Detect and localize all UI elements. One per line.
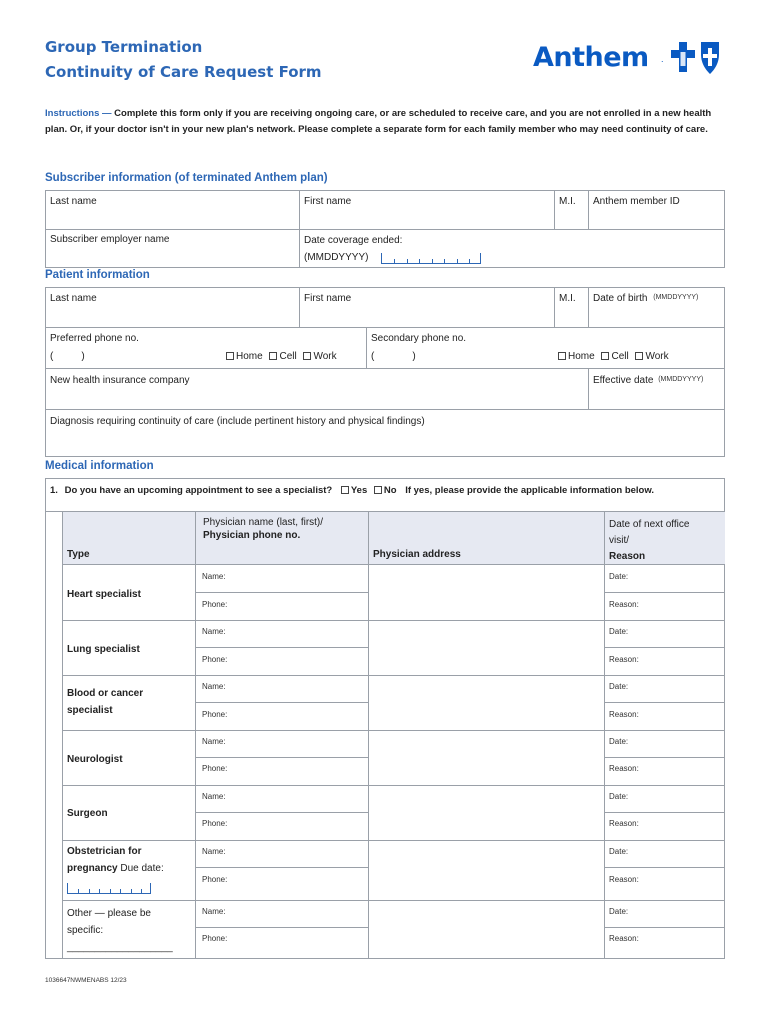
- physician-phone-field[interactable]: Phone:: [202, 934, 228, 943]
- subscriber-mi-field[interactable]: M.I.: [559, 196, 576, 207]
- specialist-type: Neurologist: [67, 754, 123, 765]
- effective-date-format: (MMDDYYYY): [658, 376, 704, 383]
- secondary-phone-type: [558, 351, 669, 362]
- preferred-work-checkbox[interactable]: Work: [303, 351, 336, 362]
- subscriber-last-name-field[interactable]: Last name: [50, 196, 97, 207]
- medical-heading: Medical information: [45, 460, 154, 472]
- yes-checkbox[interactable]: Yes: [341, 485, 367, 496]
- visit-reason-field[interactable]: Reason:: [609, 710, 639, 719]
- physician-name-field[interactable]: Name:: [202, 907, 226, 916]
- blue-cross-blue-shield-icon: [671, 40, 723, 76]
- physician-phone-field[interactable]: Phone:: [202, 655, 228, 664]
- physician-phone-field[interactable]: Phone:: [202, 819, 228, 828]
- secondary-work-checkbox[interactable]: Work: [635, 351, 668, 362]
- visit-date-field[interactable]: Date:: [609, 682, 629, 691]
- specialist-type-other: Other — please be specific: ___________________: [67, 905, 173, 956]
- physician-name-field[interactable]: Name:: [202, 572, 226, 581]
- preferred-phone-input[interactable]: ( ): [50, 351, 85, 362]
- no-checkbox[interactable]: No: [374, 485, 397, 496]
- coverage-ended-format: (MMDDYYYY): [304, 252, 369, 263]
- secondary-phone-input[interactable]: ( ): [371, 351, 416, 362]
- col-next-visit: Date of next office visit/ Reason: [609, 519, 690, 562]
- preferred-phone-type: [226, 351, 337, 362]
- patient-last-name-field[interactable]: Last name: [50, 293, 97, 304]
- coverage-ended-date-input[interactable]: [381, 253, 481, 264]
- secondary-home-checkbox[interactable]: Home: [558, 351, 595, 362]
- other-specify-field[interactable]: ___________________: [67, 942, 173, 953]
- instructions-text: Complete this form only if you are receiving ongoing care, or are scheduled to receive care, and you are not enrolled in a new health plan. Or, if your doctor isn't in your new plan's network. Please complete a separate form for each family member who may need continuity of care.: [45, 108, 712, 135]
- specialist-type: Obstetrician for pregnancy Due date:: [67, 846, 164, 874]
- anthem-logo: [533, 40, 728, 80]
- brand-wordmark: Anthem: [533, 42, 649, 73]
- visit-reason-field[interactable]: Reason:: [609, 655, 639, 664]
- dob-format: (MMDDYYYY): [653, 294, 699, 301]
- secondary-phone-label: Secondary phone no.: [371, 333, 467, 344]
- physician-name-field[interactable]: Name:: [202, 847, 226, 856]
- specialist-question: 1. Do you have an upcoming appointment to see a specialist? Yes No If yes, please provide the applicable information below.: [50, 485, 655, 496]
- preferred-phone-label: Preferred phone no.: [50, 333, 139, 344]
- subscriber-heading: Subscriber information (of terminated Anthem plan): [45, 172, 328, 184]
- form-title-line2: Continuity of Care Request Form: [45, 63, 322, 81]
- patient-heading: Patient information: [45, 269, 150, 281]
- visit-reason-field[interactable]: Reason:: [609, 934, 639, 943]
- physician-name-field[interactable]: Name:: [202, 737, 226, 746]
- col-type: Type: [67, 549, 90, 560]
- secondary-cell-checkbox[interactable]: Cell: [601, 351, 628, 362]
- due-date-input[interactable]: [67, 883, 151, 894]
- subscriber-employer-field[interactable]: Subscriber employer name: [50, 234, 170, 245]
- physician-name-field[interactable]: Name:: [202, 792, 226, 801]
- preferred-home-checkbox[interactable]: Home: [226, 351, 263, 362]
- visit-date-field[interactable]: Date:: [609, 737, 629, 746]
- effective-date-field[interactable]: [593, 375, 703, 386]
- visit-reason-field[interactable]: Reason:: [609, 600, 639, 609]
- new-insurance-field[interactable]: New health insurance company: [50, 375, 190, 386]
- patient-first-name-field[interactable]: First name: [304, 293, 352, 304]
- physician-name-field[interactable]: Name:: [202, 627, 226, 636]
- physician-phone-field[interactable]: Phone:: [202, 710, 228, 719]
- patient-dob-field[interactable]: [593, 293, 698, 304]
- specialist-type: Heart specialist: [67, 589, 141, 600]
- specialist-type: Lung specialist: [67, 644, 140, 655]
- visit-date-field[interactable]: Date:: [609, 847, 629, 856]
- preferred-cell-checkbox[interactable]: Cell: [269, 351, 296, 362]
- subscriber-member-id-field[interactable]: Anthem member ID: [593, 196, 680, 207]
- visit-date-field[interactable]: Date:: [609, 627, 629, 636]
- patient-mi-field[interactable]: M.I.: [559, 293, 576, 304]
- patient-box: [45, 287, 725, 457]
- form-code: 1036647NWMENABS 12/23: [45, 977, 127, 984]
- visit-date-field[interactable]: Date:: [609, 792, 629, 801]
- physician-name-field[interactable]: Name:: [202, 682, 226, 691]
- dob-label: Date of birth: [593, 293, 648, 304]
- instructions: [45, 106, 725, 138]
- visit-date-field[interactable]: Date:: [609, 572, 629, 581]
- visit-reason-field[interactable]: Reason:: [609, 819, 639, 828]
- coverage-ended-label: Date coverage ended:: [304, 235, 403, 246]
- physician-phone-field[interactable]: Phone:: [202, 875, 228, 884]
- effective-date-label: Effective date: [593, 375, 654, 386]
- form-title-line1: Group Termination: [45, 38, 203, 56]
- visit-reason-field[interactable]: Reason:: [609, 875, 639, 884]
- instructions-lead: Instructions —: [45, 108, 112, 119]
- specialist-type: Surgeon: [67, 808, 108, 819]
- diagnosis-field[interactable]: Diagnosis requiring continuity of care (include pertinent history and physical findings): [50, 416, 425, 427]
- col-physician-name: Physician name (last, first)/ Physician phone no.: [203, 517, 324, 541]
- specialist-type: Blood or cancer specialist: [67, 688, 144, 716]
- physician-phone-field[interactable]: Phone:: [202, 764, 228, 773]
- visit-date-field[interactable]: Date:: [609, 907, 629, 916]
- subscriber-first-name-field[interactable]: First name: [304, 196, 352, 207]
- physician-phone-field[interactable]: Phone:: [202, 600, 228, 609]
- visit-reason-field[interactable]: Reason:: [609, 764, 639, 773]
- col-physician-address: Physician address: [373, 549, 461, 560]
- brand-mark: .: [661, 54, 664, 64]
